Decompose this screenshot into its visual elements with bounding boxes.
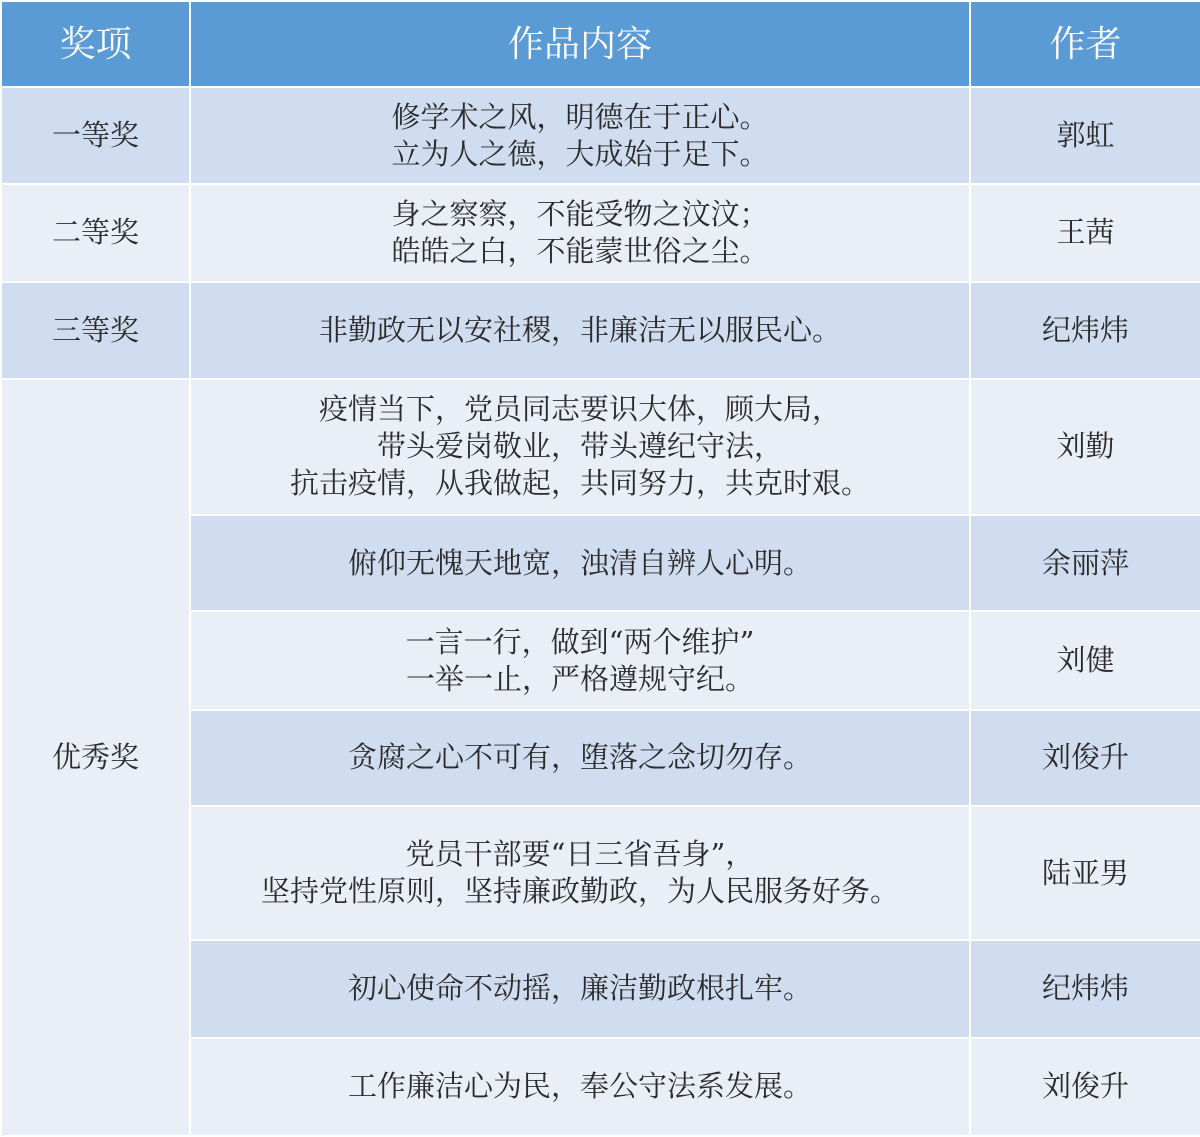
author-cell: 纪炜炜 [970,940,1200,1037]
author-cell: 陆亚男 [970,806,1200,940]
author-cell: 余丽萍 [970,515,1200,611]
content-line: 贪腐之心不可有，堕落之念切勿存。 [347,740,812,775]
content-line: 疫情当下，党员同志要识大体，顾大局， [318,392,841,427]
content-line: 身之察察，不能受物之汶汶； [391,196,769,231]
award-cell: 三等奖 [1,282,190,379]
header-content: 作品内容 [190,1,970,87]
content-line: 抗击疫情，从我做起，共同努力，共克时艰。 [289,466,870,501]
header-row [1,1,1200,87]
table-row [1,282,1200,379]
author-cell: 纪炜炜 [970,282,1200,379]
author-cell: 刘俊升 [970,710,1200,806]
author-cell: 刘俊升 [970,1038,1200,1136]
author-cell: 王茜 [970,184,1200,281]
content-line: 俯仰无愧天地宽，浊清自辨人心明。 [347,545,812,580]
content-line: 非勤政无以安社稷，非廉洁无以服民心。 [318,312,841,347]
content-cell [190,87,970,184]
table-row [1,184,1200,281]
table-row [1,379,1200,515]
content-cell [190,940,970,1037]
header-author: 作者 [970,1,1200,87]
content-line: 党员干部要“日三省吾身”， [405,837,755,872]
content-cell [190,1038,970,1136]
content-line: 立为人之德，大成始于足下。 [391,136,769,171]
content-line: 皓皓之白，不能蒙世俗之尘。 [391,233,769,268]
content-line: 坚持党性原则，坚持廉政勤政，为人民服务好务。 [260,874,899,909]
content-line: 修学术之风，明德在于正心。 [391,99,769,134]
content-cell [190,282,970,379]
table-row [1,87,1200,184]
author-cell: 刘健 [970,611,1200,709]
content-cell [190,611,970,709]
content-cell [190,184,970,281]
author-cell: 郭虹 [970,87,1200,184]
content-cell [190,515,970,611]
content-cell [190,806,970,940]
content-line: 一言一行，做到“两个维护” [405,624,755,659]
content-line: 工作廉洁心为民，奉公守法系发展。 [347,1069,812,1104]
content-cell [190,710,970,806]
content-cell [190,379,970,515]
author-cell: 刘勤 [970,379,1200,515]
content-line: 一举一止，严格遵规守纪。 [405,661,754,696]
header-award: 奖项 [1,1,190,87]
content-line: 初心使命不动摇，廉洁勤政根扎牢。 [347,971,812,1006]
award-cell: 优秀奖 [1,379,190,1136]
award-cell: 一等奖 [1,87,190,184]
content-line: 带头爱岗敬业，带头遵纪守法， [376,429,783,464]
award-cell: 二等奖 [1,184,190,281]
